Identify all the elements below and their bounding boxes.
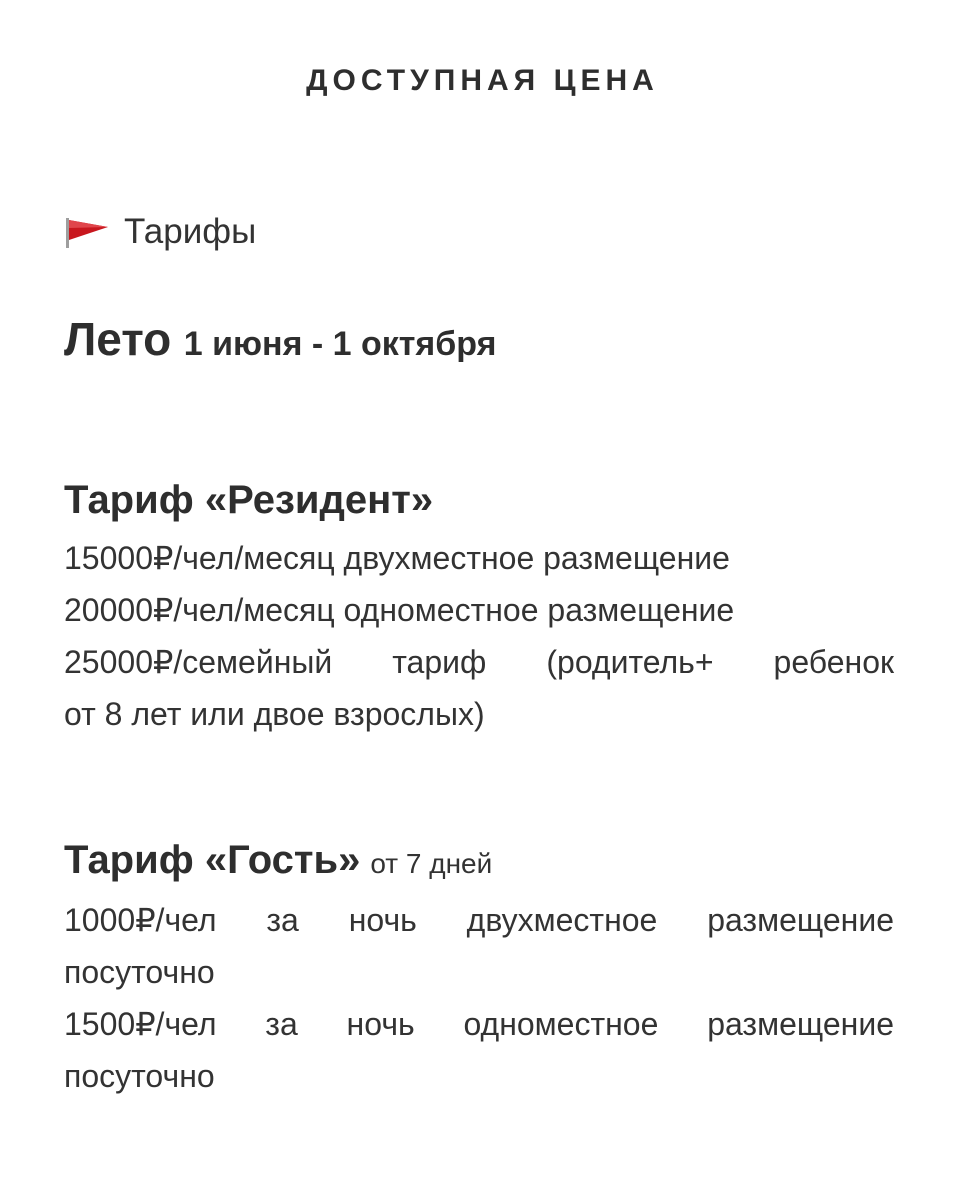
resident-line-2: 20000₽/чел/месяц одноместное размещение: [64, 592, 735, 628]
guest-line-1: 1000₽/чел за ночь двухместное размещение: [64, 902, 894, 938]
guest-title-text: Тариф «Гость»: [64, 838, 361, 882]
page-title: ДОСТУПНАЯ ЦЕНА: [306, 64, 659, 97]
resident-line-1: 15000₽/чел/месяц двухместное размещение: [64, 540, 730, 576]
resident-line-4: от 8 лет или двое взрослых): [64, 696, 485, 732]
guest-tariff-details: [64, 894, 894, 1102]
resident-tariff-details: [64, 532, 894, 740]
guest-line-3: 1500₽/чел за ночь одноместное размещение: [64, 1006, 894, 1042]
section-label: Тарифы: [124, 212, 257, 251]
resident-line-3: 25000₽/семейный тариф (родитель+ ребенок: [64, 644, 894, 680]
guest-line-2: посуточно: [64, 954, 215, 990]
guest-tariff-title: [64, 838, 492, 883]
resident-title-text: Тариф «Резидент»: [64, 478, 434, 522]
guest-line-4: посуточно: [64, 1058, 215, 1094]
season-dates: 1 июня - 1 октября: [183, 325, 497, 363]
guest-duration-note: от 7 дней: [370, 848, 493, 879]
season-heading: [64, 312, 496, 366]
season-name: Лето: [64, 313, 172, 365]
red-flag-icon: [64, 214, 110, 250]
resident-tariff-title: [64, 478, 433, 523]
section-tariffs: [64, 212, 256, 252]
